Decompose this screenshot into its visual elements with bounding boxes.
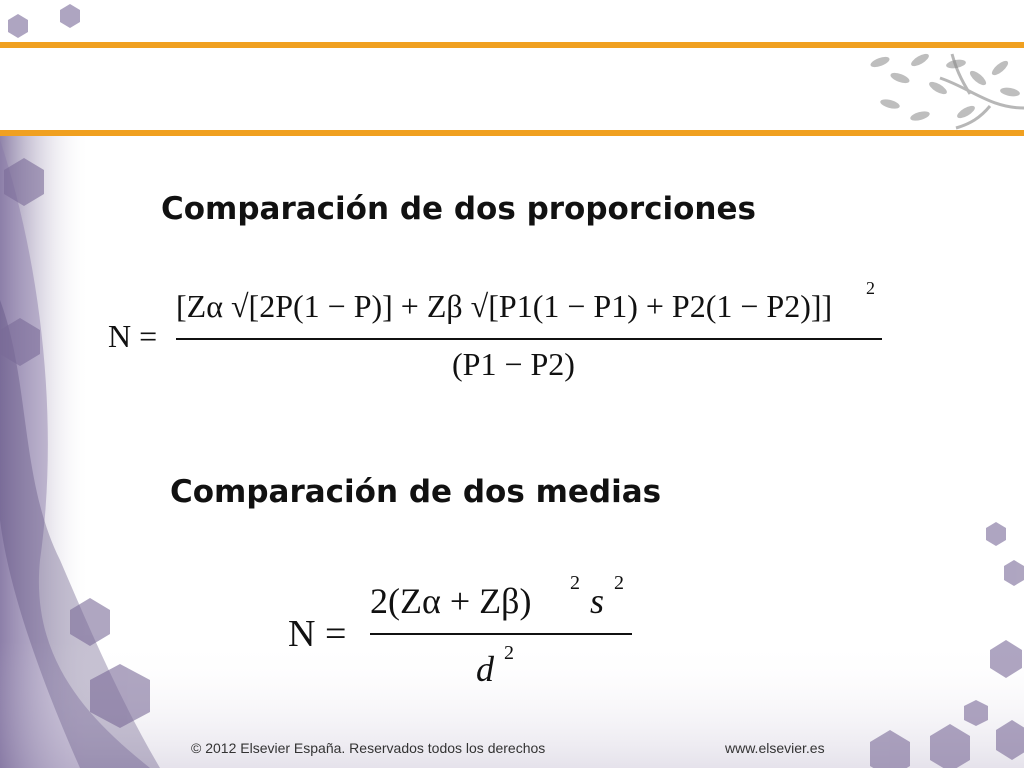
formula-1-denominator: (P1 − P2) (452, 346, 575, 382)
formula-2-exp-b: 2 (614, 572, 624, 594)
footer-url: www.elsevier.es (725, 740, 825, 756)
heading-proportions: Comparación de dos proporciones (161, 191, 756, 227)
formula-1-lhs: N = (108, 318, 158, 354)
header-rule-bottom (0, 130, 1024, 136)
formula-2-denominator-exp: 2 (504, 642, 514, 664)
formula-1-exponent: 2 (866, 278, 875, 298)
formula-2-fraction-bar (370, 633, 632, 635)
formula-2-s: s (590, 581, 605, 621)
formula-2-exp-a: 2 (570, 572, 580, 594)
heading-means: Comparación de dos medias (170, 474, 662, 510)
formula-2-denominator: d (476, 649, 494, 689)
footer-copyright: © 2012 Elsevier España. Reservados todos los derechos (191, 740, 546, 756)
tree-branch-decoration (860, 48, 1024, 130)
formula-1-fraction-bar (176, 338, 882, 340)
formula-1-numerator: [Zα √[2P(1 − P)] + Zβ √[P1(1 − P1) + P2(1 − P2)]] (176, 288, 833, 324)
formula-2-lhs: N = (288, 613, 347, 655)
formula-2-numerator: 2(Zα + Zβ) (370, 581, 532, 621)
